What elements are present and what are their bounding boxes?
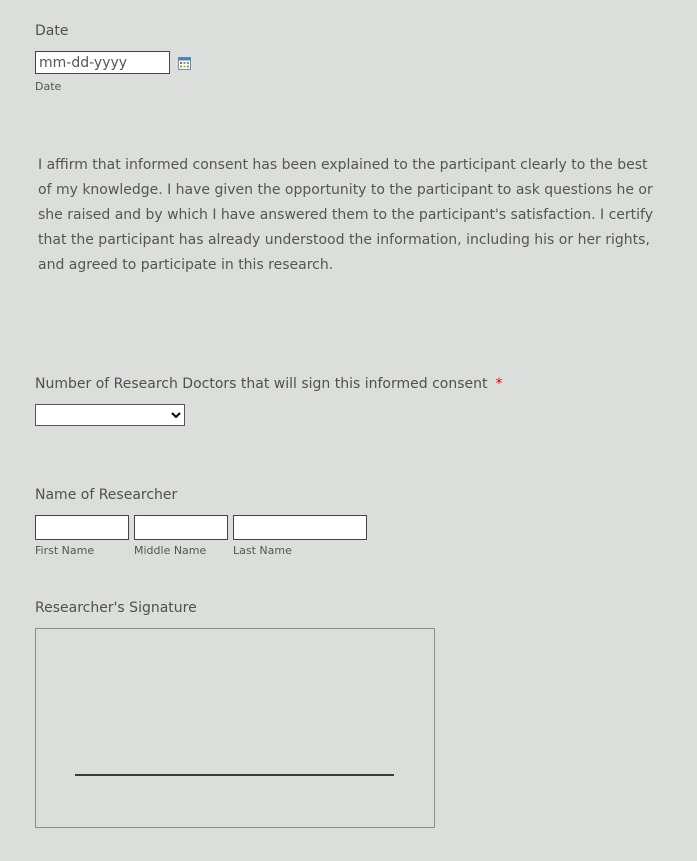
consent-line: and agreed to participate in this research. [38, 257, 334, 273]
doctors-count-select[interactable] [35, 404, 185, 426]
consent-line: of my knowledge. I have given the opportunity to the participant to ask questions he or [38, 182, 653, 198]
consent-paragraph [38, 153, 658, 278]
calendar-icon[interactable] [178, 57, 191, 70]
first-name-input[interactable] [35, 515, 129, 540]
middle-name-sublabel: Middle Name [134, 544, 207, 557]
doctors-count-label-text: Number of Research Doctors that will sign this informed consent [35, 376, 488, 392]
consent-line: that the participant has already understood the information, including his or her rights, [38, 232, 650, 248]
date-input[interactable] [35, 51, 170, 74]
first-name-sublabel: First Name [35, 544, 95, 557]
last-name-input[interactable] [233, 515, 367, 540]
required-marker: * [495, 376, 503, 392]
date-sublabel: Date [35, 80, 62, 93]
signature-pad[interactable] [35, 628, 435, 828]
last-name-sublabel: Last Name [233, 544, 292, 557]
doctors-count-label [35, 376, 503, 392]
date-label: Date [35, 23, 69, 39]
researcher-name-label: Name of Researcher [35, 487, 178, 503]
consent-line: she raised and by which I have answered them to the participant's satisfaction. I certify [38, 207, 653, 223]
signature-baseline [75, 774, 394, 776]
consent-line: I affirm that informed consent has been explained to the participant clearly to the best [38, 157, 648, 173]
middle-name-input[interactable] [134, 515, 228, 540]
signature-label: Researcher's Signature [35, 600, 197, 616]
